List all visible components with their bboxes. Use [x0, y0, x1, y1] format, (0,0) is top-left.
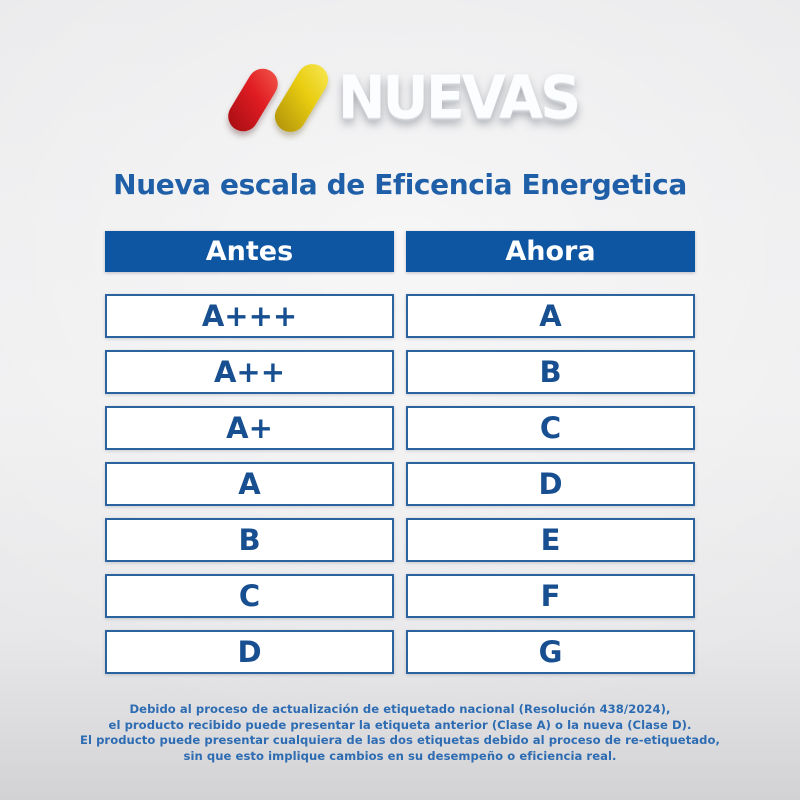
- table-cell-before: C: [105, 574, 394, 618]
- table-cell-before: A: [105, 462, 394, 506]
- table-header-row: [105, 231, 695, 272]
- table-header-ahora: Ahora: [406, 231, 695, 272]
- efficiency-scale-table: [105, 231, 695, 674]
- disclaimer-line: sin que esto implique cambios en su desempeño o eficiencia real.: [183, 748, 617, 763]
- disclaimer-note: [0, 702, 800, 764]
- red-pill-icon: [222, 63, 283, 137]
- table-cell-before: A+++: [105, 294, 394, 338]
- disclaimer-line: El producto puede presentar cualquiera de las dos etiquetas debido al proceso de re-etiquetado,: [80, 733, 720, 748]
- table-cell-after: B: [406, 350, 695, 394]
- brand-name: NUEVAS: [337, 63, 579, 132]
- table-header-antes: Antes: [105, 231, 394, 272]
- table-cell-before: D: [105, 630, 394, 674]
- disclaimer-line: Debido al proceso de actualización de etiquetado nacional (Resolución 438/2024),: [129, 702, 671, 716]
- table-cell-after: E: [406, 518, 695, 562]
- page-title: Nueva escala de Eficencia Energetica: [113, 168, 687, 201]
- table-cell-before: B: [105, 518, 394, 562]
- table-cell-before: A+: [105, 406, 394, 450]
- table-cell-after: A: [406, 294, 695, 338]
- table-cell-after: G: [406, 630, 695, 674]
- yellow-pill-icon: [269, 58, 334, 137]
- disclaimer-line: el producto recibido puede presentar la etiqueta anterior (Clase A) o la nueva (Clase D).: [108, 717, 692, 732]
- logo: [0, 50, 800, 146]
- table-cell-before: A++: [105, 350, 394, 394]
- logo-pills-icon: [222, 52, 338, 144]
- table-body: [105, 294, 695, 674]
- table-cell-after: D: [406, 462, 695, 506]
- table-cell-after: C: [406, 406, 695, 450]
- table-cell-after: F: [406, 574, 695, 618]
